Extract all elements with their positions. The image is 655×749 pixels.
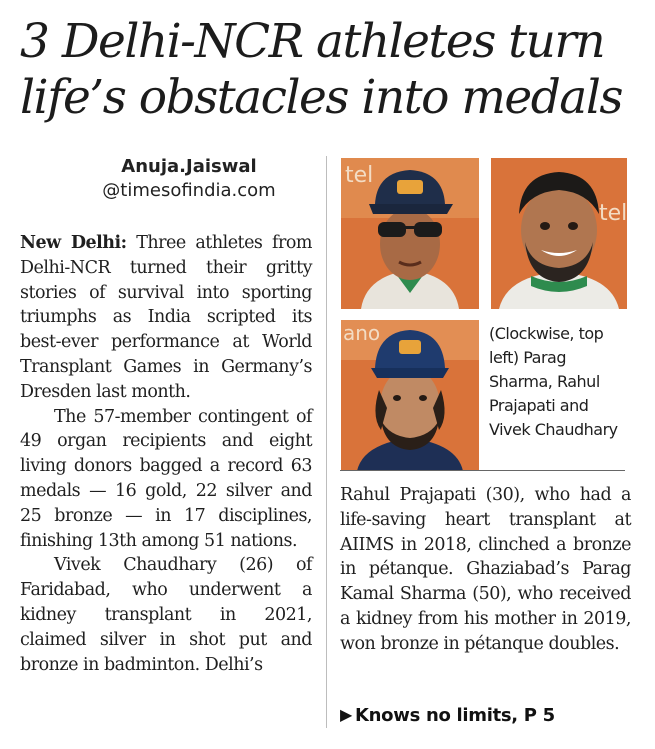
- article-paragraph-4: Rahul Prajapati (30), who had a life-saving heart transplant at AIIMS in 2018, clinched a bronze in pétanque. Ghaziabad’s Parag Kamal Sharma (50), who received a kidney from his mother in 2019, won bronze in pétanque doubles.: [340, 485, 631, 654]
- photo1-backdrop-text: tel: [345, 163, 374, 188]
- paragraph-1-text: Three athletes from Delhi-NCR turned their gritty stories of survival into sporting triumphs as India scripted its best-ever performance at World Transplant Games in Germany’s Dresden last month.: [20, 233, 312, 402]
- column-divider: [326, 156, 327, 728]
- article-column-right: [340, 483, 631, 657]
- headline-line-2: life’s obstacles into medals: [20, 70, 622, 125]
- photo-vivek-chaudhary: [341, 320, 479, 471]
- continued-refer[interactable]: [340, 705, 555, 726]
- refer-label: Knows no limits, P 5: [355, 705, 555, 726]
- photo-caption: (Clockwise, top left) Parag Sharma, Rahul Prajapati and Vivek Chaudhary: [489, 324, 618, 439]
- dateline: New Delhi:: [20, 233, 127, 253]
- photo3-backdrop-text: ano: [343, 321, 381, 345]
- headline: [20, 14, 640, 126]
- article-paragraph-3: Vivek Chaudhary (26) of Faridabad, who underwent a kidney transplant in 2021, claimed silver in shot put and bronze in badminton. Delhi’s: [20, 555, 312, 675]
- play-arrow-icon: ▶: [340, 705, 353, 724]
- caption-divider: [340, 470, 625, 471]
- photo2-backdrop-text: tel: [599, 201, 627, 226]
- article-paragraph-2: The 57-member contingent of 49 organ recipients and eight living donors bagged a record 63 medals — 16 gold, 22 silver and 25 bronze — in 17 disciplines, finishing 13th among 51 nations.: [20, 406, 312, 551]
- headline-line-1: 3 Delhi-NCR athletes turn: [20, 14, 605, 69]
- byline-email: @timesofindia.com: [102, 180, 276, 201]
- photo-rahul-prajapati: [491, 158, 627, 309]
- photo-parag-sharma: [341, 158, 479, 309]
- byline-author: Anuja.Jaiswal: [121, 156, 257, 177]
- article-column-left: [20, 231, 312, 677]
- article-paragraph-1: [20, 231, 312, 405]
